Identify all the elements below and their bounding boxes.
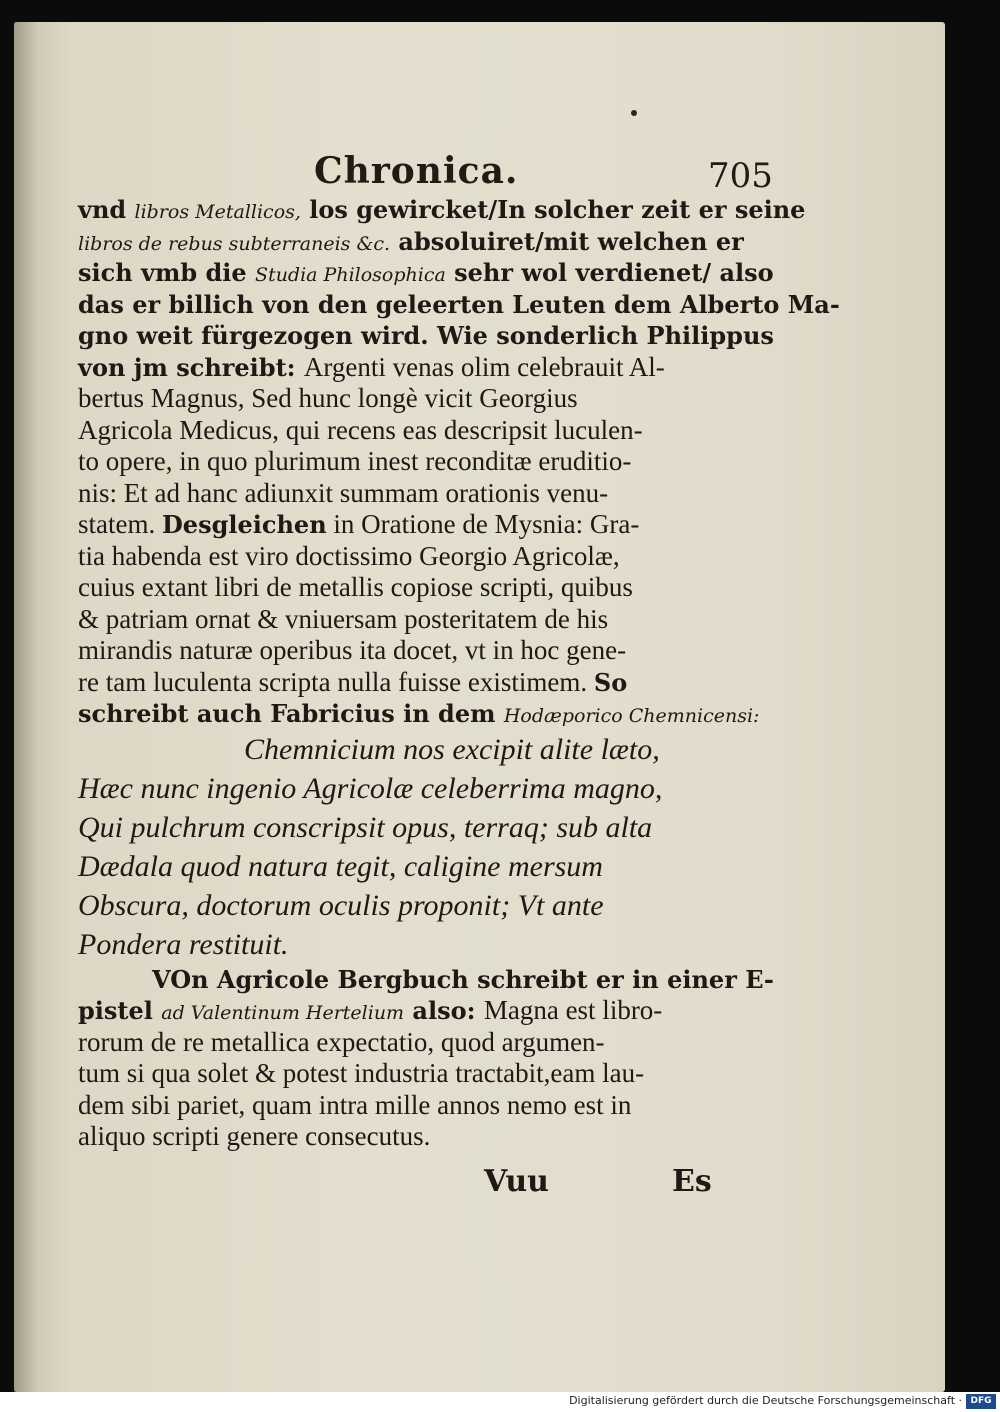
- text-segment: libros Metallicos,: [134, 201, 301, 223]
- text-segment: to opere, in quo plurimum inest reconditæ eruditio-: [78, 446, 632, 476]
- text-segment: also:: [404, 996, 484, 1025]
- text-line: [78, 194, 806, 226]
- text-line: [78, 352, 718, 384]
- catchword-row: [484, 1164, 744, 1204]
- ink-speck: [631, 110, 637, 116]
- text-line: [78, 541, 718, 573]
- text-segment: Studia Philosophica: [255, 264, 446, 286]
- text-segment: Agricola Medicus, qui recens eas descripsit luculen-: [78, 414, 643, 445]
- text-line: [78, 964, 774, 996]
- text-segment: Argenti venas olim celebrauit Al-: [303, 351, 665, 382]
- text-line: [78, 257, 774, 289]
- text-segment: bertus Magnus, Sed hunc longè vicit Georgius: [78, 383, 578, 413]
- text-line: [78, 415, 718, 447]
- text-line: [78, 1058, 718, 1090]
- text-segment: vnd: [78, 195, 135, 224]
- text-segment: aliquo scripti genere consecutus.: [78, 1121, 431, 1151]
- text-line: [78, 1027, 718, 1059]
- page-gutter-shadow: [14, 22, 38, 1392]
- text-segment: statem.: [78, 509, 162, 539]
- text-line: [78, 446, 718, 478]
- signature-mark: Vuu: [484, 1164, 549, 1199]
- text-line: [78, 289, 840, 321]
- text-segment: nis: Et ad hanc adiunxit summam orationis venu-: [78, 477, 609, 508]
- text-segment: mirandis naturæ operibus ita docet, vt in hoc gene-: [78, 635, 627, 665]
- page-number: 705: [708, 156, 773, 196]
- text-segment: absoluiret/mit welchen er: [390, 226, 744, 256]
- book-page: [14, 22, 945, 1392]
- text-segment: & patriam ornat & vniuersam posteritatem de his: [78, 603, 609, 634]
- text-line: [78, 509, 718, 541]
- text-segment: Magna est libro-: [483, 995, 663, 1025]
- text-segment: Desgleichen: [161, 510, 327, 539]
- dfg-logo: DFG: [966, 1394, 996, 1409]
- verse-line: Hæc nunc ingenio Agricolæ celeberrima magno,: [78, 771, 663, 805]
- text-segment: das er billich von den geleerten Leuten dem Alberto Ma-: [78, 289, 840, 319]
- text-line: [78, 226, 744, 258]
- footer: [0, 1392, 1000, 1412]
- text-line: [78, 572, 718, 604]
- text-line: [78, 667, 718, 699]
- catchword: Es: [672, 1164, 712, 1199]
- verse-line: Obscura, doctorum oculis proponit; Vt ante: [78, 888, 604, 922]
- text-line: [78, 635, 718, 667]
- text-segment: tum si qua solet & potest industria tractabit,eam lau-: [78, 1058, 645, 1088]
- text-line: [78, 1090, 718, 1122]
- text-line: [78, 320, 774, 352]
- text-line: [78, 698, 760, 730]
- verse-line: Dædala quod natura tegit, caligine mersum: [78, 849, 603, 883]
- text-segment: von jm schreibt:: [78, 352, 304, 382]
- page-title: Chronica.: [314, 150, 519, 192]
- verse-line: Pondera restituit.: [78, 927, 289, 961]
- text-segment: ad Valentinum Hertelium: [161, 1002, 405, 1024]
- text-segment: Hodæporico Chemnicensi:: [503, 705, 760, 727]
- text-segment: rorum de re metallica expectatio, quod argumen-: [78, 1026, 605, 1057]
- text-line: [78, 995, 718, 1027]
- verse-line: Qui pulchrum conscripsit opus, terraq; sub alta: [78, 810, 653, 844]
- text-segment: tia habenda est viro doctissimo Georgio Agricolæ,: [78, 540, 620, 571]
- text-segment: dem sibi pariet, quam intra mille annos nemo est in: [78, 1089, 632, 1120]
- text-segment: sich vmb die: [78, 258, 256, 287]
- text-segment: cuius extant libri de metallis copiose scripti, quibus: [78, 572, 633, 602]
- text-segment: schreibt auch Fabricius in dem: [78, 699, 504, 728]
- text-segment: los gewircket/In solcher zeit er seine: [300, 195, 806, 224]
- text-segment: re tam luculenta scripta nulla fuisse existimem.: [78, 666, 594, 697]
- text-segment: sehr wol verdienet/ also: [445, 258, 774, 287]
- text-line: [78, 383, 718, 415]
- body-paragraph: [78, 194, 840, 730]
- text-block: [78, 194, 840, 1153]
- closing-paragraph: [78, 964, 774, 1153]
- footer-credit: Digitalisierung gefördert durch die Deutsche Forschungsgemeinschaft ·: [569, 1394, 962, 1407]
- text-segment: So: [593, 667, 628, 697]
- verse-line: Chemnicium nos excipit alite læto,: [244, 732, 660, 766]
- text-segment: libros de rebus subterraneis &c.: [78, 232, 391, 255]
- text-line: [78, 478, 718, 510]
- text-line: [78, 604, 718, 636]
- text-line: [78, 1121, 718, 1153]
- text-segment: pistel: [78, 996, 162, 1025]
- verse-quotation: [78, 730, 718, 964]
- text-segment: VOn Agricole Bergbuch schreibt er in einer E-: [152, 964, 774, 994]
- text-segment: gno weit fürgezogen wird. Wie sonderlich Philippus: [78, 321, 774, 350]
- text-segment: in Oratione de Mysnia: Gra-: [326, 509, 640, 539]
